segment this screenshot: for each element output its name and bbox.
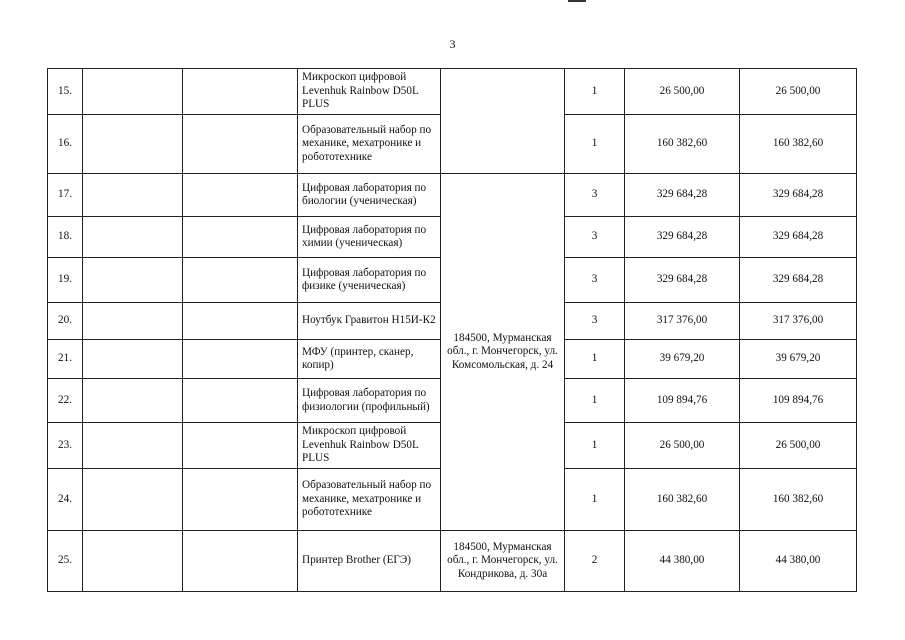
item-name: Цифровая лаборатория по физике (ученическая) [298, 258, 441, 303]
empty-cell [183, 469, 298, 531]
item-name: Микроскоп цифровой Levenhuk Rainbow D50L PLUS [298, 423, 441, 469]
table-row [48, 69, 857, 115]
item-total: 160 382,60 [740, 469, 857, 531]
row-number: 24. [48, 469, 83, 531]
item-price: 39 679,20 [625, 340, 740, 379]
item-price: 160 382,60 [625, 469, 740, 531]
item-total: 317 376,00 [740, 303, 857, 340]
empty-cell [183, 531, 298, 592]
empty-cell [183, 217, 298, 258]
address-cell: 184500, Мурманская обл., г. Мончегорск, ул. Кондрикова, д. 30а [441, 531, 565, 592]
row-number: 18. [48, 217, 83, 258]
item-quantity: 1 [565, 115, 625, 174]
item-price: 26 500,00 [625, 423, 740, 469]
item-price: 109 894,76 [625, 379, 740, 423]
empty-cell [83, 303, 183, 340]
empty-cell [183, 258, 298, 303]
row-number: 15. [48, 69, 83, 115]
item-price: 329 684,28 [625, 258, 740, 303]
empty-cell [83, 340, 183, 379]
item-price: 329 684,28 [625, 217, 740, 258]
item-total: 44 380,00 [740, 531, 857, 592]
item-total: 109 894,76 [740, 379, 857, 423]
empty-cell [83, 174, 183, 217]
empty-cell [83, 217, 183, 258]
item-name: МФУ (принтер, сканер, копир) [298, 340, 441, 379]
empty-cell [183, 174, 298, 217]
item-quantity: 2 [565, 531, 625, 592]
item-total: 329 684,28 [740, 258, 857, 303]
item-total: 329 684,28 [740, 174, 857, 217]
item-quantity: 1 [565, 340, 625, 379]
row-number: 19. [48, 258, 83, 303]
item-price: 26 500,00 [625, 69, 740, 115]
address-cell [441, 69, 565, 174]
empty-cell [83, 69, 183, 115]
empty-cell [183, 423, 298, 469]
table-row [48, 531, 857, 592]
address-cell: 184500, Мурманская обл., г. Мончегорск, ул. Комсомольская, д. 24 [441, 174, 565, 531]
item-quantity: 1 [565, 423, 625, 469]
item-price: 317 376,00 [625, 303, 740, 340]
item-total: 26 500,00 [740, 69, 857, 115]
item-quantity: 3 [565, 258, 625, 303]
item-price: 160 382,60 [625, 115, 740, 174]
empty-cell [83, 423, 183, 469]
item-quantity: 3 [565, 303, 625, 340]
empty-cell [183, 303, 298, 340]
item-name: Цифровая лаборатория по химии (ученическая) [298, 217, 441, 258]
row-number: 16. [48, 115, 83, 174]
item-quantity: 1 [565, 379, 625, 423]
top-edge-mark [568, 0, 586, 2]
item-name: Микроскоп цифровой Levenhuk Rainbow D50L PLUS [298, 69, 441, 115]
item-name: Образовательный набор по механике, мехатронике и робототехнике [298, 469, 441, 531]
item-name: Цифровая лаборатория по физиологии (профильный) [298, 379, 441, 423]
empty-cell [183, 379, 298, 423]
empty-cell [83, 115, 183, 174]
empty-cell [83, 531, 183, 592]
item-total: 160 382,60 [740, 115, 857, 174]
item-name: Цифровая лаборатория по биологии (ученическая) [298, 174, 441, 217]
item-price: 329 684,28 [625, 174, 740, 217]
page-number: 3 [449, 37, 456, 51]
item-total: 329 684,28 [740, 217, 857, 258]
item-total: 39 679,20 [740, 340, 857, 379]
item-name: Принтер Brother (ЕГЭ) [298, 531, 441, 592]
empty-cell [183, 115, 298, 174]
row-number: 25. [48, 531, 83, 592]
empty-cell [183, 69, 298, 115]
row-number: 17. [48, 174, 83, 217]
item-quantity: 1 [565, 469, 625, 531]
row-number: 22. [48, 379, 83, 423]
item-quantity: 3 [565, 217, 625, 258]
empty-cell [83, 258, 183, 303]
item-name: Образовательный набор по механике, мехатронике и робототехнике [298, 115, 441, 174]
empty-cell [83, 379, 183, 423]
item-price: 44 380,00 [625, 531, 740, 592]
empty-cell [83, 469, 183, 531]
row-number: 20. [48, 303, 83, 340]
item-total: 26 500,00 [740, 423, 857, 469]
row-number: 21. [48, 340, 83, 379]
empty-cell [183, 340, 298, 379]
row-number: 23. [48, 423, 83, 469]
item-quantity: 3 [565, 174, 625, 217]
item-quantity: 1 [565, 69, 625, 115]
equipment-table [47, 68, 857, 592]
item-name: Ноутбук Гравитон Н15И-К2 [298, 303, 441, 340]
table-row [48, 174, 857, 217]
